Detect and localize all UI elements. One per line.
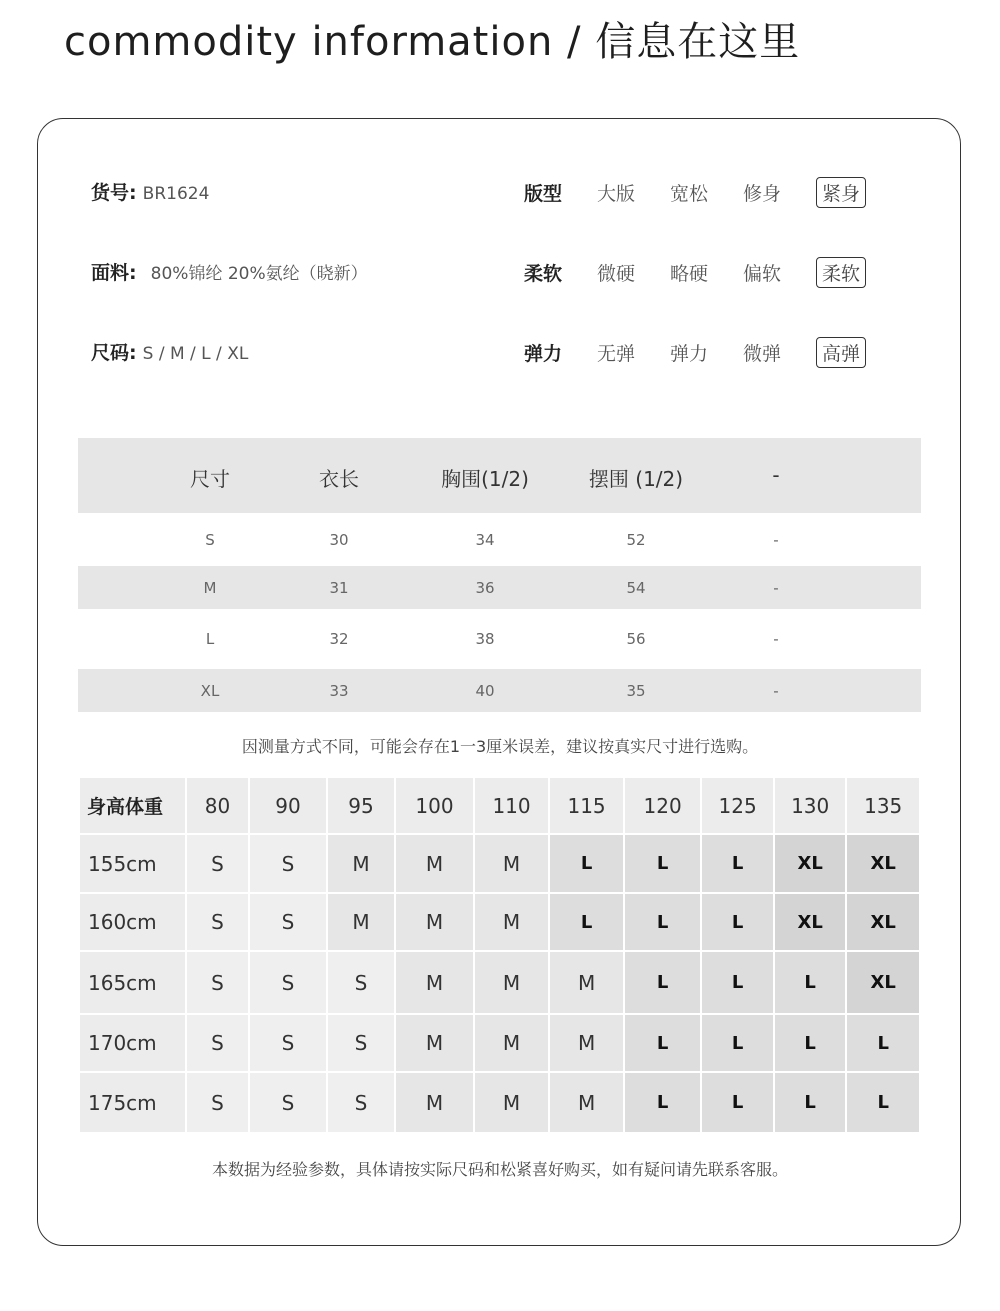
hw-size-cell: L (775, 952, 846, 1015)
size-table-cell: - (773, 578, 779, 597)
hw-size-cell: S (187, 1015, 248, 1073)
hw-size-cell: L (847, 1073, 919, 1134)
size-table-grid (78, 438, 921, 712)
hw-size-cell: XL (847, 835, 919, 893)
hw-size-cell: M (550, 1015, 623, 1073)
footer-note: 本数据为经验参数，具体请按实际尺码和松紧喜好购买，如有疑问请先联系客服。 (211, 1160, 788, 1179)
hw-size-cell: L (625, 1073, 701, 1134)
hw-size-cell: S (187, 835, 248, 893)
size-table-cell: 52 (626, 530, 646, 549)
hw-size-cell: M (475, 1073, 549, 1134)
size-table-cell: - (773, 681, 779, 700)
size-table-row (78, 566, 921, 609)
hw-weight-cell: 110 (475, 778, 549, 835)
attr-option: 偏软 (743, 263, 782, 285)
info-value: 80%锦纶 20%氨纶（晓新） (150, 264, 368, 284)
hw-size-cell: S (250, 952, 326, 1015)
attr-option: 弹力 (670, 343, 709, 365)
attr-option: 修身 (743, 183, 782, 205)
hw-size-cell: L (775, 1073, 846, 1134)
size-header-cell: 尺寸 (190, 467, 230, 491)
size-table-header (78, 438, 921, 513)
hw-size-cell: M (475, 835, 549, 893)
size-table-cell: S (205, 530, 215, 549)
size-table-cell: 32 (329, 630, 349, 648)
size-table-cell: 56 (626, 630, 646, 648)
hw-row (80, 952, 919, 1015)
hw-size-cell: S (250, 1073, 326, 1134)
attr-row-fit (524, 177, 866, 208)
attr-option: 无弹 (597, 343, 636, 365)
size-table-cell: 38 (475, 630, 495, 648)
size-header-cell: - (772, 463, 780, 487)
hw-size-cell: M (396, 835, 473, 893)
hw-size-cell: S (328, 952, 394, 1015)
hw-row (80, 835, 919, 893)
size-table-cell: - (773, 630, 779, 648)
hw-size-cell: M (396, 952, 473, 1015)
size-table-cell: 35 (626, 681, 646, 700)
hw-size-cell: S (187, 894, 248, 952)
hw-weight-cell: 80 (187, 778, 248, 835)
hw-row (80, 894, 919, 952)
size-header-cell: 衣长 (319, 467, 359, 491)
size-table-row (78, 513, 921, 566)
hw-size-cell: L (702, 894, 773, 952)
info-value: S / M / L / XL (142, 344, 249, 364)
attr-label: 弹力 (524, 343, 563, 365)
hw-size-cell: L (625, 835, 701, 893)
attr-row-softness (524, 257, 866, 288)
hw-weight-cell: 90 (250, 778, 326, 835)
hw-height-cell: 165cm (80, 952, 185, 1015)
hw-size-cell: M (328, 835, 394, 893)
hw-size-cell: XL (775, 835, 846, 893)
hw-size-cell: M (550, 952, 623, 1015)
info-item-sizes (91, 338, 248, 365)
attr-option-selected: 高弹 (816, 337, 866, 368)
hw-height-cell: 160cm (80, 894, 185, 952)
hw-size-cell: S (250, 894, 326, 952)
hw-row (80, 1015, 919, 1073)
size-table-cell: 54 (626, 578, 646, 597)
hw-row (80, 1073, 919, 1134)
info-label: 面料: (91, 262, 137, 284)
page-title: commodity information / 信息在这里 (64, 19, 801, 65)
hw-size-cell: S (250, 835, 326, 893)
hw-size-cell: M (475, 894, 549, 952)
size-table-cell: 40 (475, 681, 495, 700)
size-header-cell: 摆围 (1/2) (588, 467, 684, 491)
size-table-cell: 30 (329, 530, 349, 549)
size-table-row (78, 609, 921, 669)
hw-size-cell: L (625, 1015, 701, 1073)
hw-size-cell: M (328, 894, 394, 952)
hw-size-cell: L (702, 1073, 773, 1134)
measure-note: 因测量方式不同，可能会存在1一3厘米误差，建议按真实尺寸进行选购。 (241, 737, 759, 756)
hw-height-cell: 155cm (80, 835, 185, 893)
hw-size-cell: S (328, 1015, 394, 1073)
hw-size-cell: XL (847, 894, 919, 952)
info-item-fabric (91, 258, 368, 285)
attr-option-selected: 紧身 (816, 177, 866, 208)
hw-size-cell: L (550, 835, 623, 893)
attr-option-selected: 柔软 (816, 257, 866, 288)
attr-option: 略硬 (670, 263, 709, 285)
hw-size-cell: XL (847, 952, 919, 1015)
attr-option: 宽松 (670, 183, 709, 205)
hw-size-cell: XL (775, 894, 846, 952)
hw-size-cell: L (775, 1015, 846, 1073)
size-table-cell: 33 (329, 681, 349, 700)
hw-size-cell: L (702, 952, 773, 1015)
hw-size-cell: M (396, 1015, 473, 1073)
hw-size-cell: M (475, 952, 549, 1015)
hw-size-cell: S (187, 1073, 248, 1134)
hw-size-cell: M (550, 1073, 623, 1134)
hw-weight-cell: 95 (328, 778, 394, 835)
hw-corner-cell: 身高体重 (80, 778, 185, 835)
size-table-cell: 34 (475, 530, 495, 549)
hw-size-cell: L (550, 894, 623, 952)
hw-size-cell: M (396, 1073, 473, 1134)
hw-size-cell: L (702, 1015, 773, 1073)
hw-size-cell: S (250, 1015, 326, 1073)
attr-label: 柔软 (524, 263, 563, 285)
hw-weight-cell: 115 (550, 778, 623, 835)
size-header-cell: 胸围(1/2) (441, 467, 529, 491)
attr-option: 大版 (597, 183, 636, 205)
size-table-row (78, 669, 921, 712)
attr-option: 微硬 (597, 263, 636, 285)
attr-option: 微弹 (743, 343, 782, 365)
hw-size-cell: L (625, 952, 701, 1015)
hw-size-cell: S (328, 1073, 394, 1134)
size-table-cell: 36 (475, 578, 495, 597)
info-value: BR1624 (142, 184, 210, 204)
hw-size-cell: S (187, 952, 248, 1015)
hw-size-cell: L (702, 835, 773, 893)
info-item-sku (91, 178, 209, 205)
hw-size-cell: L (625, 894, 701, 952)
info-label: 尺码: (91, 342, 137, 364)
hw-weight-cell: 130 (775, 778, 846, 835)
hw-size-cell: L (847, 1015, 919, 1073)
size-table-cell: M (203, 578, 217, 597)
hw-height-cell: 175cm (80, 1073, 185, 1134)
height-weight-table (78, 778, 921, 1134)
hw-size-cell: M (475, 1015, 549, 1073)
size-table-cell: L (205, 630, 215, 648)
hw-weight-cell: 100 (396, 778, 473, 835)
attr-label: 版型 (524, 183, 563, 205)
size-table-cell: XL (200, 681, 220, 700)
hw-header-row (80, 778, 919, 835)
info-label: 货号: (91, 182, 137, 204)
hw-weight-cell: 135 (847, 778, 919, 835)
hw-size-cell: M (396, 894, 473, 952)
size-table-cell: - (773, 530, 779, 549)
attr-row-stretch (524, 337, 866, 368)
hw-height-cell: 170cm (80, 1015, 185, 1073)
hw-weight-cell: 120 (625, 778, 701, 835)
hw-weight-cell: 125 (702, 778, 773, 835)
size-table-cell: 31 (329, 578, 349, 597)
